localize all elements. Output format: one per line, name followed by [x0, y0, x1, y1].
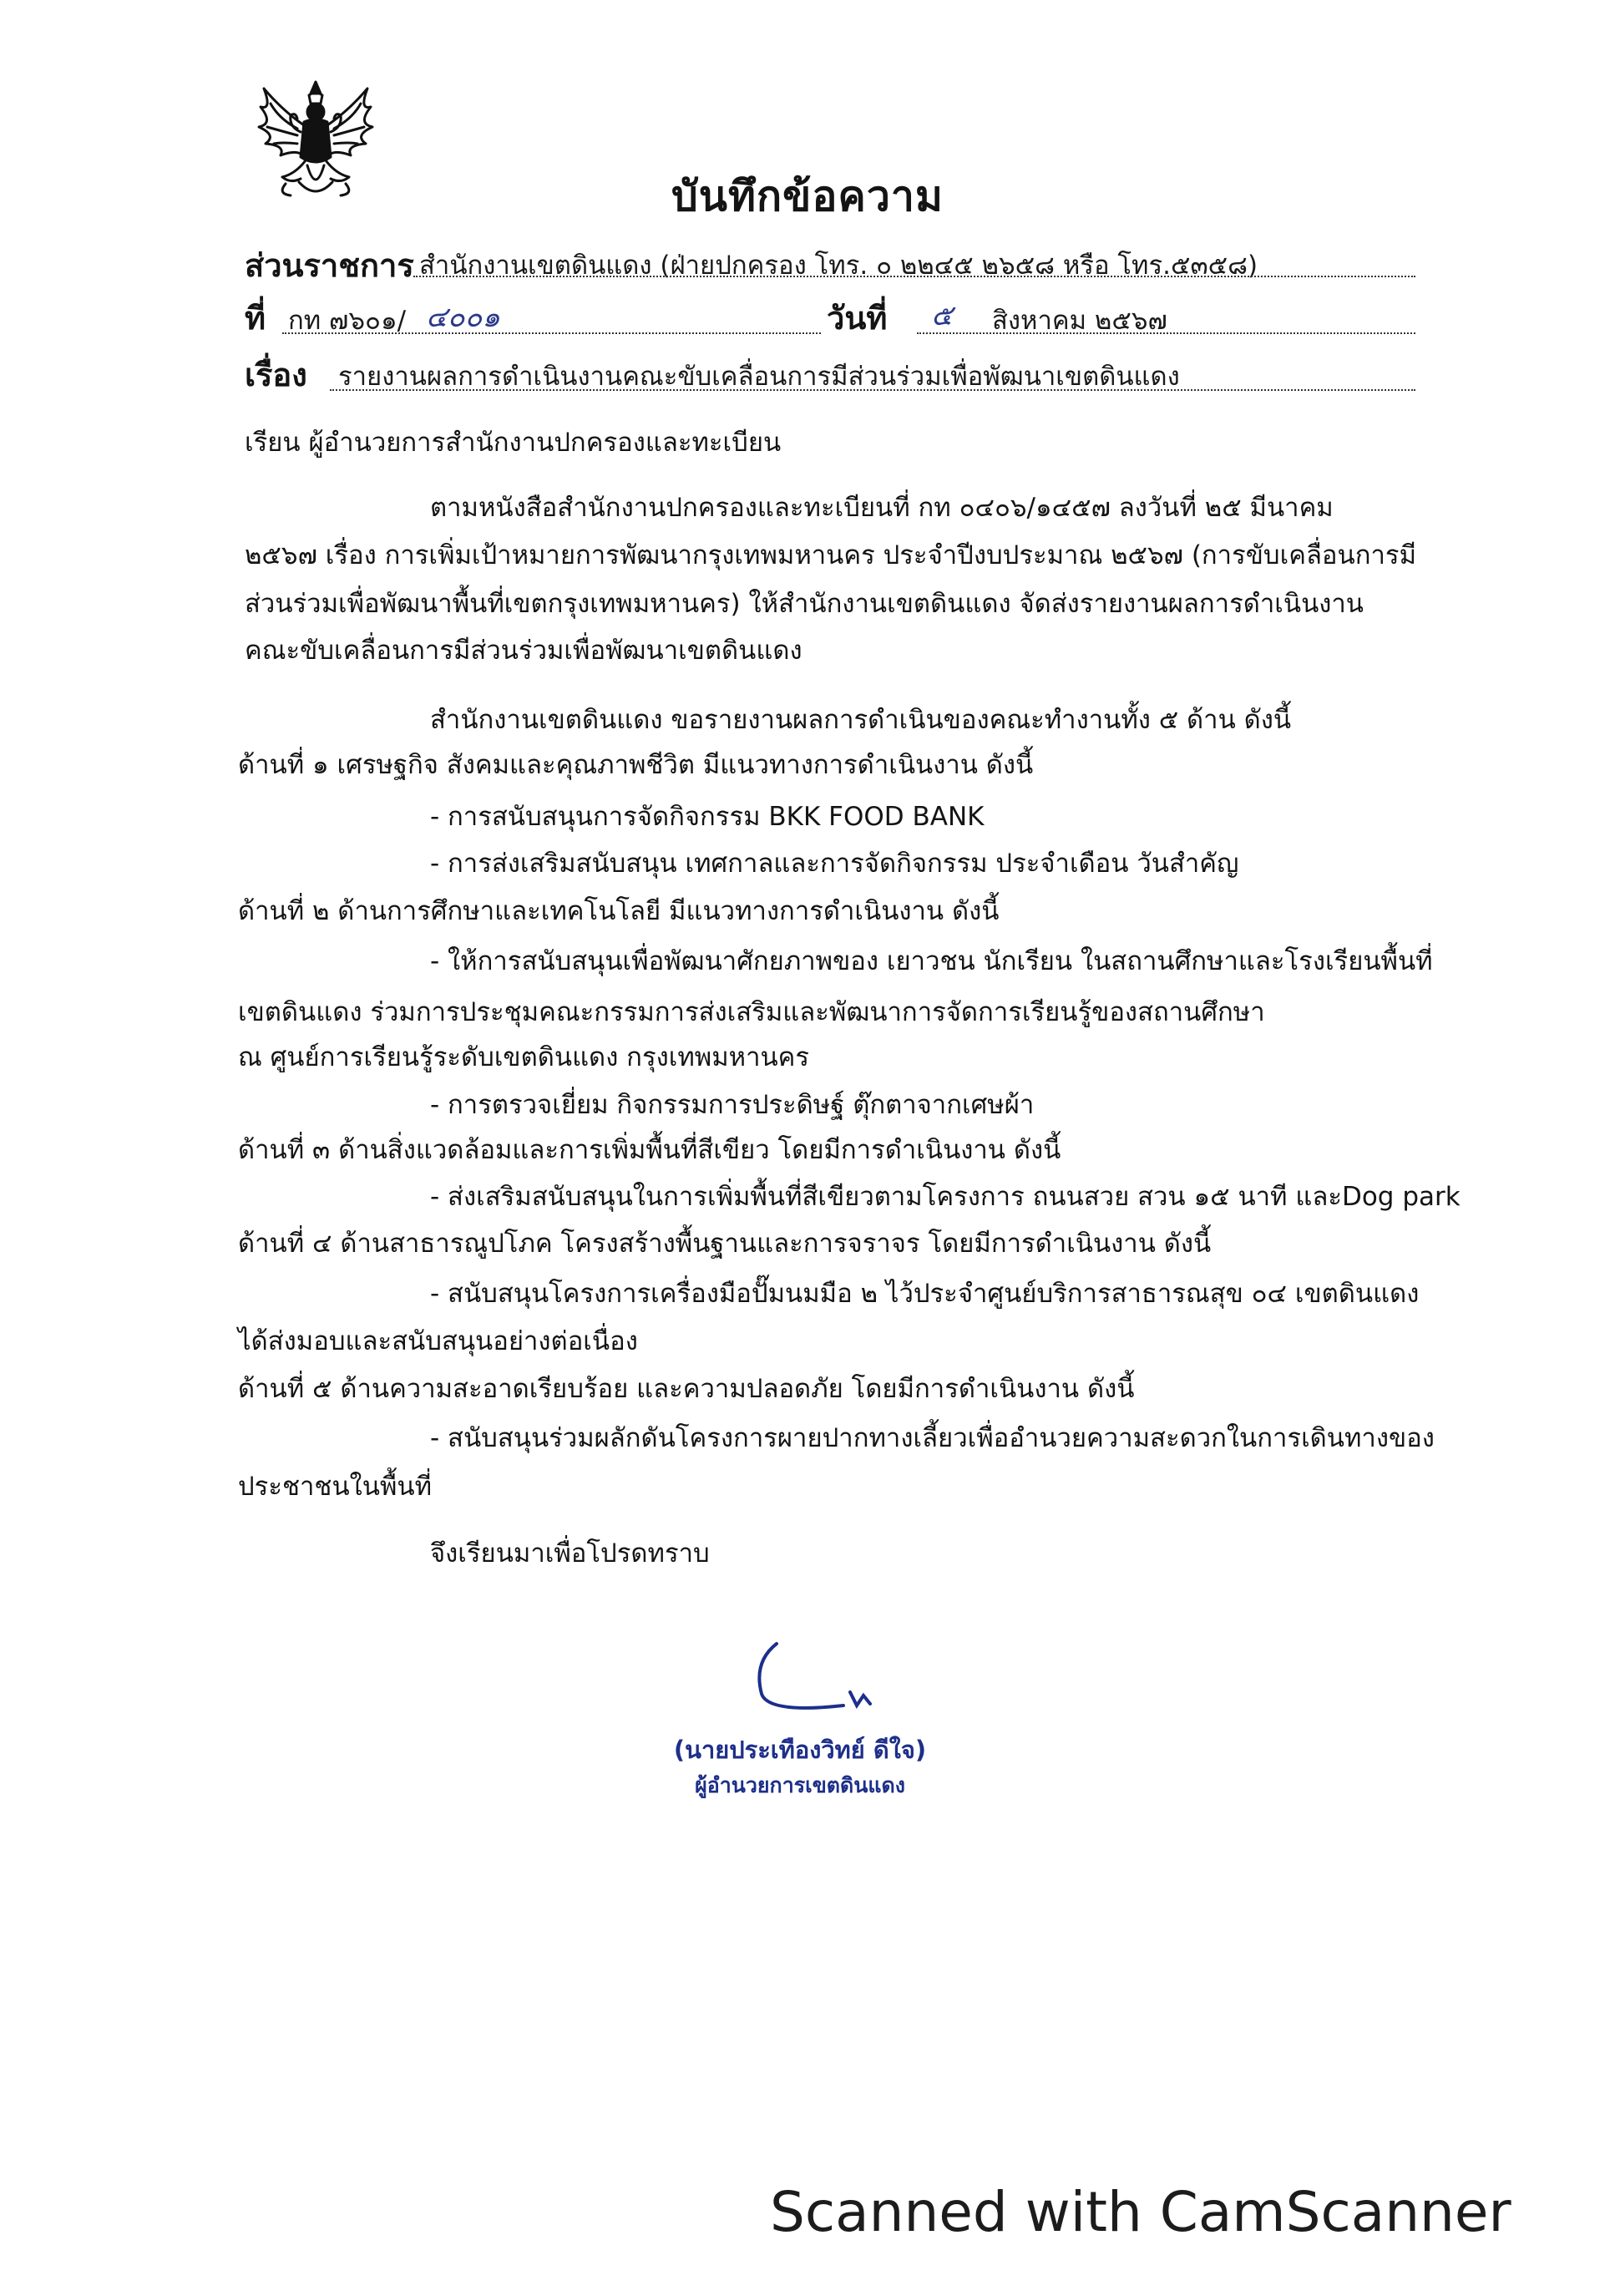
bullet-item: - การตรวจเยี่ยม กิจกรรมการประดิษฐ์ ตุ๊กตาจากเศษผ้า [430, 1090, 1035, 1120]
body-line: คณะขับเคลื่อนการมีส่วนร่วมเพื่อพัฒนาเขตดินแดง [245, 636, 802, 666]
body-line: ณ ศูนย์การเรียนรู้ระดับเขตดินแดง กรุงเทพมหานคร [238, 1042, 810, 1072]
subject-value: รายงานผลการดำเนินงานคณะขับเคลื่อนการมีส่วนร่วมเพื่อพัฒนาเขตดินแดง [338, 362, 1180, 392]
number-dotted-line [282, 332, 821, 334]
agency-value: สำนักงานเขตดินแดง (ฝ่ายปกครอง โทร. ๐ ๒๒๔๕ ๒๖๕๘ หรือ โทร.๕๓๕๘) [419, 251, 1258, 281]
section-heading: ด้านที่ ๓ ด้านสิ่งแวดล้อมและการเพิ่มพื้นที่สีเขียว โดยมีการดำเนินงาน ดังนี้ [238, 1135, 1061, 1165]
bullet-item: - การสนับสนุนการจัดกิจกรรม BKK FOOD BANK [430, 802, 985, 832]
bullet-item: - การส่งเสริมสนับสนุน เทศกาลและการจัดกิจกรรม ประจำเดือน วันสำคัญ [430, 849, 1239, 879]
body-line: ได้ส่งมอบและสนับสนุนอย่างต่อเนื่อง [238, 1326, 638, 1356]
bullet-item: - สนับสนุนโครงการเครื่องมือปั๊มนมมือ ๒ ไว้ประจำศูนย์บริการสาธารณสุข ๐๔ เขตดินแดง [430, 1279, 1420, 1309]
body-line: สำนักงานเขตดินแดง ขอรายงานผลการดำเนินของคณะทำงานทั้ง ๕ ด้าน ดังนี้ [430, 705, 1292, 735]
salutation: เรียน ผู้อำนวยการสำนักงานปกครองและทะเบียน [245, 428, 782, 458]
bullet-item: - ให้การสนับสนุนเพื่อพัฒนาศักยภาพของ เยาวชน นักเรียน ในสถานศึกษาและโรงเรียนพื้นที่ [430, 946, 1433, 976]
body-line: ประชาชนในพื้นที่ [238, 1472, 433, 1502]
scanner-watermark: Scanned with CamScanner [770, 2180, 1511, 2244]
number-label: ที่ [245, 300, 266, 337]
body-line: ตามหนังสือสำนักงานปกครองและทะเบียนที่ กท ๐๔๐๖/๑๔๕๗ ลงวันที่ ๒๕ มีนาคม [430, 493, 1334, 523]
subject-dotted-line [330, 389, 1415, 391]
subject-label: เรื่อง [245, 357, 307, 393]
signatory-name: (นายประเทืองวิทย์ ดีใจ) [673, 1736, 927, 1764]
bullet-item: - ส่งเสริมสนับสนุนในการเพิ่มพื้นที่สีเขียวตามโครงการ ถนนสวย สวน ๑๕ นาที และDog park [430, 1182, 1461, 1212]
agency-label: ส่วนราชการ [245, 247, 414, 284]
closing-line: จึงเรียนมาเพื่อโปรดทราบ [430, 1538, 710, 1569]
number-handwritten: ๔๐๐๑ [426, 301, 500, 334]
agency-dotted-line [413, 276, 1415, 277]
body-line: เขตดินแดง ร่วมการประชุมคณะกรรมการส่งเสริมและพัฒนาการจัดการเรียนรู้ของสถานศึกษา [238, 997, 1265, 1027]
body-line: ส่วนร่วมเพื่อพัฒนาพื้นที่เขตกรุงเทพมหานคร) ให้สำนักงานเขตดินแดง จัดส่งรายงานผลการดำเนินงาน [245, 589, 1364, 619]
signatory-position: ผู้อำนวยการเขตดินแดง [695, 1773, 905, 1797]
date-label: วันที่ [827, 300, 888, 337]
section-heading: ด้านที่ ๕ ด้านความสะอาดเรียบร้อย และความปลอดภัย โดยมีการดำเนินงาน ดังนี้ [238, 1374, 1135, 1404]
date-month-year: สิงหาคม ๒๕๖๗ [992, 306, 1167, 336]
date-day-handwritten: ๕ [931, 299, 953, 332]
number-value: กท ๗๖๐๑/ [288, 306, 407, 336]
section-heading: ด้านที่ ๒ ด้านการศึกษาและเทคโนโลยี มีแนวทางการดำเนินงาน ดังนี้ [238, 896, 1000, 926]
signature-icon [743, 1629, 910, 1729]
section-heading: ด้านที่ ๔ ด้านสาธารณูปโภค โครงสร้างพื้นฐานและการจราจร โดยมีการดำเนินงาน ดังนี้ [238, 1229, 1212, 1259]
bullet-item: - สนับสนุนร่วมผลักดันโครงการผายปากทางเลี้ยวเพื่ออำนวยความสะดวกในการเดินทางของ [430, 1423, 1435, 1453]
date-dotted-line [917, 332, 1415, 334]
document-title: บันทึกข้อความ [671, 172, 944, 220]
body-line: ๒๕๖๗ เรื่อง การเพิ่มเป้าหมายการพัฒนากรุงเทพมหานคร ประจำปีงบประมาณ ๒๕๖๗ (การขับเคลื่อนการมี [245, 540, 1417, 570]
section-heading: ด้านที่ ๑ เศรษฐกิจ สังคมและคุณภาพชีวิต มีแนวทางการดำเนินงาน ดังนี้ [238, 750, 1034, 780]
